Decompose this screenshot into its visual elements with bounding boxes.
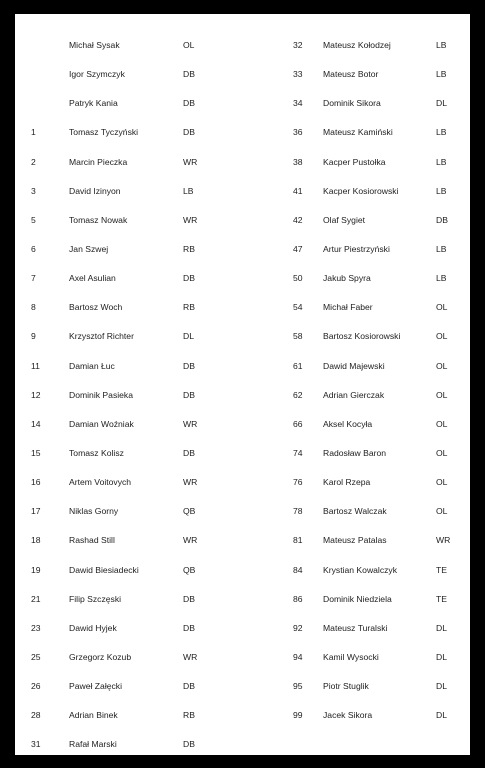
player-position: LB [436, 185, 447, 196]
player-number: 99 [293, 710, 303, 721]
player-position: LB [183, 185, 194, 196]
player-number: 19 [31, 564, 41, 575]
roster-row [277, 352, 470, 381]
roster-row [15, 118, 240, 147]
player-position: WR [183, 418, 198, 429]
roster-row [15, 148, 240, 177]
roster-row [15, 585, 240, 614]
player-name: Filip Szczęski [69, 593, 122, 604]
player-position: DB [183, 127, 195, 138]
player-name: Rashad Still [69, 535, 115, 546]
player-name: Dominik Niedziela [323, 593, 392, 604]
player-position: DB [183, 622, 195, 633]
player-name: Damian Woźniak [69, 418, 134, 429]
player-name: Dawid Hyjek [69, 622, 117, 633]
roster-row [277, 701, 470, 730]
player-position: LB [436, 40, 447, 50]
player-name: Radosław Baron [323, 447, 387, 458]
player-number: 54 [293, 302, 303, 313]
player-number: 2 [31, 156, 36, 167]
player-number: 23 [31, 622, 41, 633]
player-position: DL [436, 651, 447, 662]
roster-row [15, 177, 240, 206]
player-name: Niklas Gorny [69, 506, 119, 517]
roster-row [15, 643, 240, 672]
player-name: Igor Szymczyk [69, 69, 125, 80]
roster-row [15, 614, 240, 643]
player-number: 38 [293, 156, 303, 167]
player-position: DL [436, 710, 447, 721]
roster-row [277, 322, 470, 351]
player-number: 9 [31, 331, 36, 342]
player-name: Tomasz Kolisz [69, 447, 124, 458]
roster-row [277, 148, 470, 177]
player-number: 12 [31, 389, 41, 400]
player-position: OL [436, 506, 448, 517]
player-position: TE [436, 564, 447, 575]
player-position: WR [436, 535, 451, 546]
player-name: Marcin Pieczka [69, 156, 128, 167]
player-position: LB [436, 243, 447, 254]
player-number: 1 [31, 127, 36, 138]
roster-column-left [15, 31, 240, 760]
player-number: 11 [31, 360, 40, 371]
player-number: 42 [293, 214, 303, 225]
player-number: 3 [31, 185, 36, 196]
player-name: Dominik Sikora [323, 98, 381, 109]
player-position: DL [436, 681, 447, 692]
player-number: 17 [31, 506, 41, 517]
player-number: 78 [293, 506, 303, 517]
player-name: Grzegorz Kozub [69, 651, 132, 662]
player-name: Bartosz Woch [69, 302, 123, 313]
player-number: 62 [293, 389, 303, 400]
player-name: Damian Łuc [69, 360, 115, 371]
roster-row [277, 410, 470, 439]
player-number: 31 [31, 739, 41, 750]
player-number: 84 [293, 564, 303, 575]
roster-row [15, 526, 240, 555]
player-name: Kamil Wysocki [323, 651, 379, 662]
player-name: Tomasz Tyczyński [69, 127, 139, 138]
player-number: 36 [293, 127, 303, 138]
player-name: Dawid Majewski [323, 360, 385, 371]
player-position: RB [183, 710, 195, 721]
player-position: RB [183, 243, 195, 254]
roster-row [277, 293, 470, 322]
player-number: 14 [31, 418, 41, 429]
roster-row [277, 31, 470, 60]
player-position: WR [183, 214, 198, 225]
player-name: Artem Voitovych [69, 477, 132, 488]
roster-row [277, 177, 470, 206]
player-position: OL [183, 40, 195, 50]
player-name: Mateusz Patalas [323, 535, 387, 546]
player-name: Paweł Załęcki [69, 681, 123, 692]
player-number: 95 [293, 681, 303, 692]
player-number: 58 [293, 331, 303, 342]
roster-row [277, 264, 470, 293]
player-number: 92 [293, 622, 303, 633]
player-number: 28 [31, 710, 41, 721]
player-name: Jan Szwej [69, 243, 109, 254]
player-number: 86 [293, 593, 303, 604]
player-name: Krzysztof Richter [69, 331, 134, 342]
roster-row [277, 206, 470, 235]
player-position: QB [183, 564, 196, 575]
player-name: Mateusz Turalski [323, 622, 388, 633]
roster-row [277, 585, 470, 614]
roster-row [277, 526, 470, 555]
roster-row [277, 556, 470, 585]
player-name: Tomasz Nowak [69, 214, 128, 225]
player-position: DB [183, 98, 195, 109]
player-number: 81 [293, 535, 303, 546]
player-number: 76 [293, 477, 303, 488]
player-name: Karol Rzepa [323, 477, 371, 488]
player-number: 16 [31, 477, 41, 488]
player-position: WR [183, 535, 198, 546]
player-name: Jacek Sikora [323, 710, 373, 721]
player-position: DL [436, 622, 447, 633]
player-position: DB [183, 69, 195, 80]
roster-row [15, 468, 240, 497]
player-name: Mateusz Botor [323, 69, 379, 80]
player-name: Patryk Kania [69, 98, 118, 109]
player-name: Piotr Stuglik [323, 681, 369, 692]
roster-row [277, 643, 470, 672]
roster-row [15, 410, 240, 439]
player-name: Bartosz Kosiorowski [323, 331, 401, 342]
player-position: DB [436, 214, 448, 225]
roster-row [15, 701, 240, 730]
player-position: DB [183, 681, 195, 692]
player-name: David Izinyon [69, 185, 121, 196]
player-number: 5 [31, 214, 36, 225]
player-name: Rafał Marski [69, 739, 117, 750]
player-number: 7 [31, 273, 36, 284]
player-name: Michał Faber [323, 302, 373, 313]
roster-row [277, 614, 470, 643]
player-number: 33 [293, 69, 303, 80]
player-name: Michał Sysak [69, 40, 120, 50]
player-name: Artur Piestrzyński [323, 243, 390, 254]
player-name: Dawid Biesiadecki [69, 564, 139, 575]
player-name: Jakub Spyra [323, 273, 371, 284]
player-number: 8 [31, 302, 36, 313]
player-position: OL [436, 389, 448, 400]
player-number: 32 [293, 40, 303, 50]
roster-page [15, 14, 470, 755]
player-position: DB [183, 273, 195, 284]
player-position: LB [436, 69, 447, 80]
player-position: DB [183, 739, 195, 750]
roster-row [15, 322, 240, 351]
player-position: DB [183, 447, 195, 458]
roster-column-right [277, 31, 470, 730]
player-name: Kacper Kosiorowski [323, 185, 399, 196]
roster-row [15, 730, 240, 759]
player-name: Kacper Pustołka [323, 156, 386, 167]
roster-row [15, 381, 240, 410]
player-number: 34 [293, 98, 303, 109]
player-position: QB [183, 506, 196, 517]
roster-row [15, 497, 240, 526]
player-position: WR [183, 651, 198, 662]
player-position: DB [183, 593, 195, 604]
player-position: LB [436, 156, 447, 167]
player-position: WR [183, 156, 198, 167]
roster-row [15, 293, 240, 322]
player-name: Dominik Pasieka [69, 389, 133, 400]
player-number: 21 [31, 593, 41, 604]
roster-row [15, 89, 240, 118]
roster-row [15, 206, 240, 235]
player-name: Aksel Kocyła [323, 418, 373, 429]
player-number: 26 [31, 681, 41, 692]
player-number: 47 [293, 243, 303, 254]
roster-row [15, 264, 240, 293]
roster-row [277, 89, 470, 118]
player-position: RB [183, 302, 195, 313]
player-position: DB [183, 389, 195, 400]
roster-row [15, 352, 240, 381]
player-position: DB [183, 360, 195, 371]
player-name: Adrian Gierczak [323, 389, 385, 400]
player-number: 6 [31, 243, 36, 254]
roster-row [277, 439, 470, 468]
player-number: 61 [293, 360, 303, 371]
player-position: OL [436, 447, 448, 458]
player-position: LB [436, 273, 447, 284]
player-position: OL [436, 477, 448, 488]
roster-row [15, 60, 240, 89]
player-position: WR [183, 477, 198, 488]
roster-row [277, 118, 470, 147]
player-number: 41 [293, 185, 303, 196]
player-number: 74 [293, 447, 303, 458]
roster-row [277, 235, 470, 264]
player-name: Olaf Sygiet [323, 214, 366, 225]
player-position: OL [436, 302, 448, 313]
player-number: 18 [31, 535, 41, 546]
player-number: 50 [293, 273, 303, 284]
roster-row [277, 497, 470, 526]
player-name: Adrian Binek [69, 710, 118, 721]
roster-row [277, 60, 470, 89]
roster-row [15, 439, 240, 468]
player-number: 25 [31, 651, 41, 662]
player-number: 94 [293, 651, 303, 662]
player-position: TE [436, 593, 447, 604]
player-position: DL [183, 331, 194, 342]
player-name: Bartosz Walczak [323, 506, 387, 517]
player-name: Mateusz Kamiński [323, 127, 393, 138]
player-position: OL [436, 360, 448, 371]
player-number: 15 [31, 447, 41, 458]
player-name: Mateusz Kołodzej [323, 40, 391, 50]
roster-row [15, 235, 240, 264]
roster-row [277, 381, 470, 410]
roster-row [15, 31, 240, 60]
roster-row [15, 672, 240, 701]
player-number: 66 [293, 418, 303, 429]
player-position: DL [436, 98, 447, 109]
player-position: OL [436, 418, 448, 429]
player-position: OL [436, 331, 448, 342]
roster-row [15, 556, 240, 585]
roster-row [277, 672, 470, 701]
player-position: LB [436, 127, 447, 138]
roster-row [277, 468, 470, 497]
player-name: Krystian Kowalczyk [323, 564, 398, 575]
player-name: Axel Asulian [69, 273, 116, 284]
